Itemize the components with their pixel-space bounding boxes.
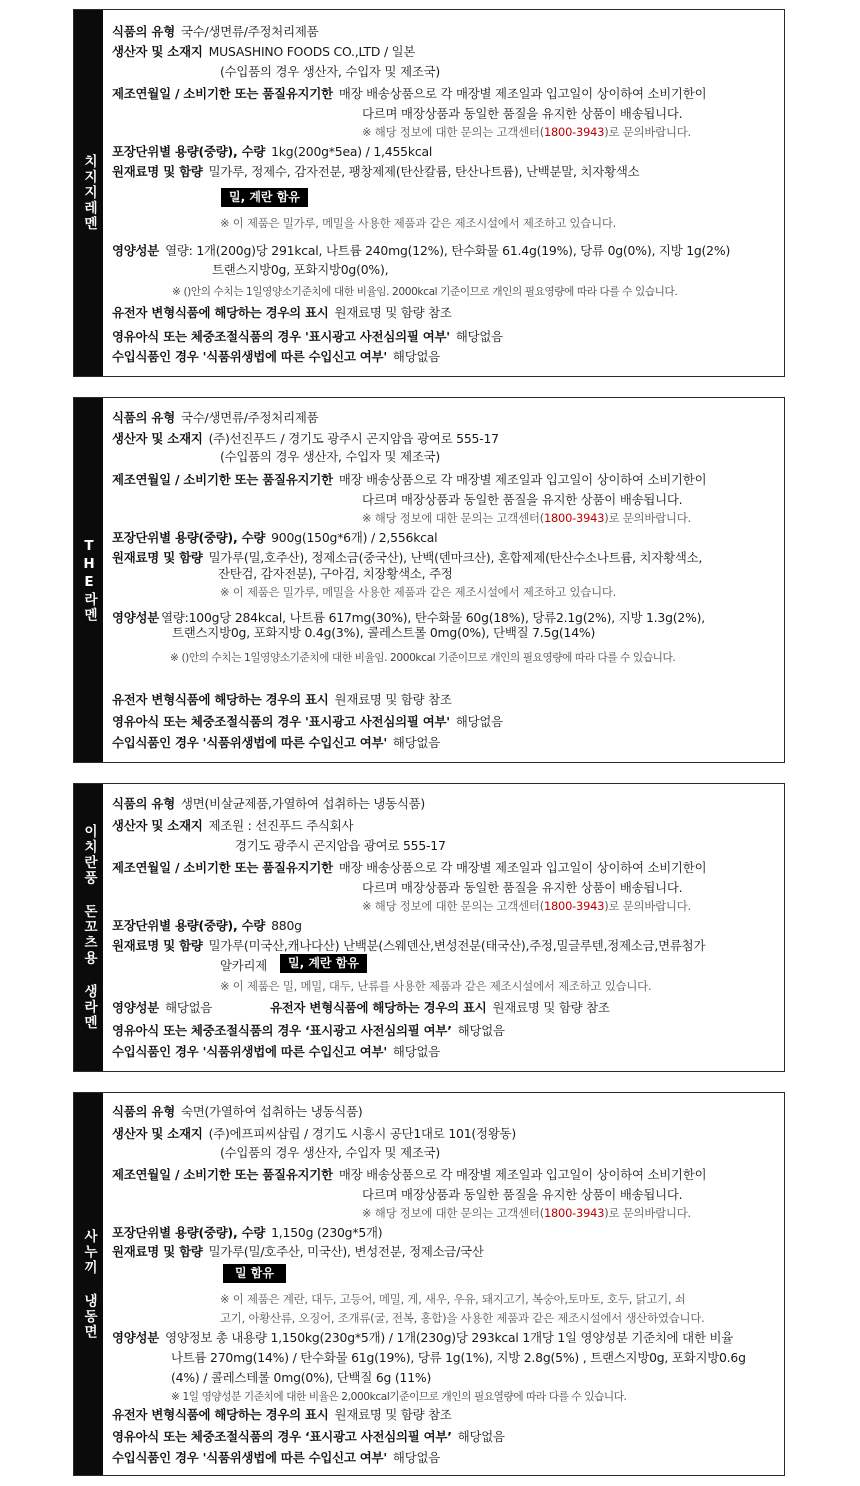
producer-row: 생산자 및 소재지 (주)선진푸드 / 경기도 광주시 곤지암읍 광여로 555-17 — [112, 431, 499, 446]
product-panel-4 — [73, 1092, 785, 1476]
nutrition-row-line2: 트랜스지방0g, 포화지방0g(0%), — [212, 262, 389, 277]
product-title-bar — [74, 398, 103, 762]
weight-row: 포장단위별 용량(중량), 수량 1kg(200g*5ea) / 1,455kcal — [112, 144, 433, 159]
ingredients-row-line2: 잔탄검, 감자전분), 구아검, 치장황색소, 주정 — [218, 566, 453, 581]
product-title: 사누끼 냉동면 — [81, 1228, 97, 1340]
product-title-bar — [74, 784, 103, 1071]
nutrition-row: 영양성분 열량: 1개(200g)당 291kcal, 나트륨 240mg(12%), 탄수화물 61.4g(19%), 당류 0g(0%), 지방 1g(2%) — [112, 243, 731, 258]
type-row: 식품의 유형 국수/생면류/주정처리제품 — [112, 24, 319, 39]
date-row-line2: 다르며 매장상품과 동일한 품질을 유지한 상품이 배송됩니다. — [362, 880, 683, 895]
type-row: 식품의 유형 숙면(가열하여 섭취하는 냉동식품) — [112, 1104, 363, 1119]
gmo-row: 유전자 변형식품에 해당하는 경우의 표시 원재료명 및 함량 참조 — [112, 1407, 452, 1422]
facility-note: ※ 이 제품은 계란, 대두, 고등어, 메밀, 게, 새우, 우유, 돼지고기, 복숭아,토마토, 호두, 닭고기, 쇠 — [220, 1292, 686, 1306]
type-row: 식품의 유형 생면(비살균제품,가열하여 섭취하는 냉동식품) — [112, 796, 426, 811]
infant-row: 영유아식 또는 체중조절식품의 경우 '표시광고 사전심의필 여부' 해당없음 — [112, 714, 503, 729]
product-panel-1 — [73, 9, 785, 377]
producer-row-line2: 경기도 광주시 곤지암읍 광여로 555-17 — [235, 838, 446, 853]
product-title: THE라멘 — [81, 537, 97, 623]
import-row: 수입식품인 경우 '식품위생법에 따른 수입신고 여부' 해당없음 — [112, 735, 440, 750]
producer-note: (수입품의 경우 생산자, 수입자 및 제조국) — [220, 449, 441, 464]
infant-row: 영유아식 또는 체중조절식품의 경우 '표시광고 사전심의필 여부' 해당없음 — [112, 329, 503, 344]
date-row: 제조연월일 / 소비기한 또는 품질유지기한 매장 배송상품으로 각 매장별 제조일과 입고일이 상이하여 소비기한이 — [112, 860, 707, 875]
date-row: 제조연월일 / 소비기한 또는 품질유지기한 매장 배송상품으로 각 매장별 제조일과 입고일이 상이하여 소비기한이 — [112, 472, 707, 487]
nutrition-row: 영양성분 영양정보 총 내용량 1,150kg(230g*5개) / 1개(230g)당 293kcal 1개당 1일 영양성분 기준치에 대한 비율 — [112, 1330, 733, 1345]
gmo-row: 유전자 변형식품에 해당하는 경우의 표시 원재료명 및 함량 참조 — [112, 305, 452, 320]
infant-row: 영유아식 또는 체중조절식품의 경우 ‘표시광고 사전심의필 여부’ 해당없음 — [112, 1023, 505, 1038]
ingredients-row-line2: 알카리제 — [220, 958, 268, 973]
product-title: 치지지레멘 — [81, 154, 97, 232]
date-row: 제조연월일 / 소비기한 또는 품질유지기한 매장 배송상품으로 각 매장별 제조일과 입고일이 상이하여 소비기한이 — [112, 86, 707, 101]
product-title-bar — [74, 1093, 103, 1475]
producer-row: 생산자 및 소재지 MUSASHINO FOODS CO.,LTD / 일본 — [112, 44, 416, 59]
import-row: 수입식품인 경우 '식품위생법에 따른 수입신고 여부' 해당없음 — [112, 1450, 440, 1465]
ingredients-row: 원재료명 및 함량 밀가루(밀/호주산, 미국산), 변성전분, 정제소금/국산 — [112, 1244, 484, 1259]
inquiry-note: ※ 해당 정보에 대한 문의는 고객센터(1800-3943)로 문의바랍니다. — [362, 1206, 691, 1220]
phone-number: 1800-3943 — [543, 899, 605, 913]
allergen-badge: 밀, 계란 함유 — [221, 188, 308, 207]
facility-note: ※ 이 제품은 밀가루, 메밀을 사용한 제품과 같은 제조시설에서 제조하고 있습니다. — [220, 585, 617, 599]
date-row: 제조연월일 / 소비기한 또는 품질유지기한 매장 배송상품으로 각 매장별 제조일과 입고일이 상이하여 소비기한이 — [112, 1167, 707, 1182]
allergen-badge: 밀 함유 — [223, 1264, 286, 1283]
facility-note: ※ 이 제품은 밀, 메밀, 대두, 난류를 사용한 제품과 같은 제조시설에서 제조하고 있습니다. — [220, 979, 652, 993]
type-row: 식품의 유형 국수/생면류/주정처리제품 — [112, 410, 319, 425]
ingredients-row: 원재료명 및 함량 밀가루, 정제수, 감자전분, 팽창제제(탄산칼륨, 탄산나트륨), 난백분말, 치자황색소 — [112, 164, 640, 179]
inquiry-note: ※ 해당 정보에 대한 문의는 고객센터(1800-3943)로 문의바랍니다. — [362, 125, 691, 139]
phone-number: 1800-3943 — [543, 125, 605, 139]
producer-row: 생산자 및 소재지 (주)에프피씨삼립 / 경기도 시흥시 공단1대로 101(정왕동) — [112, 1126, 516, 1141]
nutrition-row-line2: 나트륨 270mg(14%) / 탄수화물 61g(19%), 당류 1g(1%), 지방 2.8g(5%) , 트랜스지방0g, 포화지방0.6g — [171, 1350, 746, 1365]
phone-number: 1800-3943 — [543, 511, 605, 525]
product-title: 이치란풍 돈꼬츠용 생라멘 — [81, 824, 97, 1031]
nutrition-row: 영양성분 열량:100g당 284kcal, 나트륨 617mg(30%), 탄수화물 60g(18%), 당류2.1g(2%), 지방 1.3g(2%), — [112, 610, 706, 625]
import-row: 수입식품인 경우 '식품위생법에 따른 수입신고 여부' 해당없음 — [112, 1044, 440, 1059]
import-row: 수입식품인 경우 '식품위생법에 따른 수입신고 여부' 해당없음 — [112, 349, 440, 364]
phone-number: 1800-3943 — [543, 1206, 605, 1220]
allergen-badge: 밀, 계란 함유 — [280, 954, 367, 973]
inquiry-note: ※ 해당 정보에 대한 문의는 고객센터(1800-3943)로 문의바랍니다. — [362, 899, 691, 913]
date-row-line2: 다르며 매장상품과 동일한 품질을 유지한 상품이 배송됩니다. — [362, 492, 683, 507]
product-panel-3 — [73, 783, 785, 1072]
inquiry-note: ※ 해당 정보에 대한 문의는 고객센터(1800-3943)로 문의바랍니다. — [362, 511, 691, 525]
producer-row: 생산자 및 소재지 제조원 : 선진푸드 주식회사 — [112, 818, 354, 833]
gmo-row: 유전자 변형식품에 해당하는 경우의 표시 원재료명 및 함량 참조 — [112, 692, 452, 707]
ingredients-row: 원재료명 및 함량 밀가루(밀,호주산), 정제소금(중국산), 난백(덴마크산), 혼합제제(탄산수소나트륨, 치자황색소, — [112, 550, 703, 565]
ingredients-row: 원재료명 및 함량 밀가루(미국산,캐나다산) 난백분(스웨덴산,변성전분(태국산),주정,밀글루텐,정제소금,면류첨가 — [112, 938, 706, 953]
nutrition-row: 영양성분 해당없음 — [112, 1000, 213, 1015]
product-panel-2 — [73, 397, 785, 763]
weight-row: 포장단위별 용량(중량), 수량 900g(150g*6개) / 2,556kcal — [112, 530, 438, 545]
gmo-row: 유전자 변형식품에 해당하는 경우의 표시 원재료명 및 함량 참조 — [270, 1000, 610, 1015]
date-row-line2: 다르며 매장상품과 동일한 품질을 유지한 상품이 배송됩니다. — [362, 106, 683, 121]
facility-note: ※ 이 제품은 밀가루, 메밀을 사용한 제품과 같은 제조시설에서 제조하고 있습니다. — [220, 216, 617, 230]
daily-value-note: ※ ()안의 수치는 1일영양소기준치에 대한 비율임. 2000kcal 기준이므로 개인의 필요영량에 따라 다를 수 있습니다. — [172, 286, 678, 298]
daily-value-note: ※ 1일 영양성분 기준치에 대한 비율은 2,000kcal기준이므로 개인의 필요열량에 따라 다를 수 있습니다. — [171, 1391, 627, 1403]
weight-row: 포장단위별 용량(중량), 수량 880g — [112, 918, 302, 933]
weight-row: 포장단위별 용량(중량), 수량 1,150g (230g*5개) — [112, 1225, 383, 1240]
nutrition-row-line3: (4%) / 콜레스테롤 0mg(0%), 단백질 6g (11%) — [171, 1370, 432, 1385]
producer-note: (수입품의 경우 생산자, 수입자 및 제조국) — [220, 1145, 441, 1160]
infant-row: 영유아식 또는 체중조절식품의 경우 ‘표시광고 사전심의필 여부’ 해당없음 — [112, 1429, 505, 1444]
facility-note-line2: 고기, 아황산류, 오징어, 조개류(굴, 전복, 홍합)을 사용한 제품과 같은 제조시설에서 생산하였습니다. — [220, 1311, 705, 1325]
product-title-bar — [74, 10, 103, 376]
producer-note: (수입품의 경우 생산자, 수입자 및 제조국) — [220, 64, 441, 79]
nutrition-row-line2: 트랜스지방0g, 포화지방 0.4g(3%), 콜레스트롤 0mg(0%), 단백질 7.5g(14%) — [172, 625, 596, 640]
date-row-line2: 다르며 매장상품과 동일한 품질을 유지한 상품이 배송됩니다. — [362, 1187, 683, 1202]
daily-value-note: ※ ()안의 수치는 1일영양소기준치에 대한 비율임. 2000kcal 기준이므로 개인의 필요영량에 따라 다를 수 있습니다. — [170, 652, 676, 664]
